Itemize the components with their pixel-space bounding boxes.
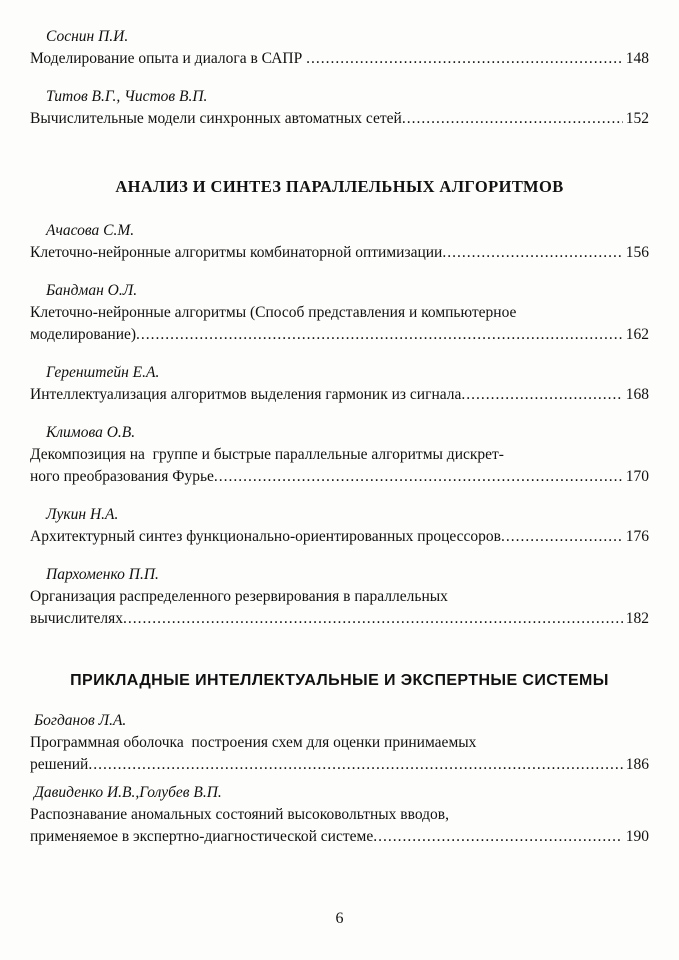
toc-entry <box>30 422 649 488</box>
toc-entry-title-continued: вычислителях <box>30 610 123 627</box>
toc-entry-author: Ачасова С.М. <box>46 222 135 239</box>
toc-entry-title-continued: применяемое в экспертно-диагностической системе <box>30 828 374 845</box>
toc-entry-title: Программная оболочка построения схем для оценки принимаемых <box>30 734 477 751</box>
dot-leader <box>214 466 623 488</box>
toc-entry <box>30 86 649 130</box>
dot-leader <box>123 608 623 630</box>
toc-entry-title-line <box>30 48 649 70</box>
toc-entry-author: Климова О.В. <box>46 424 136 441</box>
toc-entry <box>30 220 649 264</box>
toc-entry-page: 168 <box>625 386 649 403</box>
toc-entry-author: Геренштейн Е.А. <box>46 364 160 381</box>
toc-entry-author: Лукин Н.А. <box>46 506 119 523</box>
toc-entry <box>30 504 649 548</box>
toc-entry-title: Клеточно-нейронные алгоритмы комбинаторной оптимизации <box>30 244 443 261</box>
toc-entry-title: Архитектурный синтез функционально-ориентированных процессоров <box>30 528 501 545</box>
toc-entry-page: 148 <box>625 50 649 67</box>
toc-entry-page: 186 <box>625 756 649 773</box>
toc-entry-title: Клеточно-нейронные алгоритмы (Способ представления и компьютерное <box>30 304 517 321</box>
toc-entry-title-line <box>30 108 649 130</box>
toc-entry-author: Пархоменко П.П. <box>46 566 159 583</box>
toc-entry <box>30 280 649 346</box>
toc-entry-page: 162 <box>625 326 649 343</box>
toc-entry-title-line <box>30 466 649 488</box>
toc-entry-author: Богданов Л.А. <box>34 712 127 729</box>
toc-entry-title-continued: решений <box>30 756 89 773</box>
toc-entry-title-line <box>30 526 649 548</box>
folio-page-number: 6 <box>335 910 344 927</box>
toc-entry-title-continued: моделирование) <box>30 326 137 343</box>
toc-entry-title-line <box>30 754 649 776</box>
toc-entry-title: Декомпозиция на группе и быстрые параллельные алгоритмы дискрет- <box>30 446 504 463</box>
toc-entry-title: Организация распределенного резервирования в параллельных <box>30 588 448 605</box>
toc-entry-page: 170 <box>625 468 649 485</box>
dot-leader <box>461 384 622 406</box>
toc-entry-author: Бандман О.Л. <box>46 282 138 299</box>
toc-entry-title-line <box>30 608 649 630</box>
dot-leader <box>402 108 623 130</box>
toc-entry-title: Интеллектуализация алгоритмов выделения гармоник из сигнала <box>30 386 462 403</box>
toc-entry-title: Распознавание аномальных состояний высоковольтных вводов, <box>30 806 449 823</box>
toc-entry-page: 182 <box>625 610 649 627</box>
dot-leader <box>442 242 622 264</box>
toc-entry <box>30 782 649 848</box>
toc-entry-page: 152 <box>625 110 649 127</box>
toc-entry <box>30 362 649 406</box>
toc-entry-page: 190 <box>625 828 649 845</box>
toc-entry-title-line <box>30 324 649 346</box>
toc-entry-author: Давиденко И.В.,Голубев В.П. <box>34 784 222 801</box>
dot-leader <box>136 324 623 346</box>
toc-entry <box>30 26 649 70</box>
toc-entry-title: Вычислительные модели синхронных автоматных сетей <box>30 110 402 127</box>
toc-entry-title-line <box>30 384 649 406</box>
dot-leader <box>501 526 623 548</box>
section-heading: ПРИКЛАДНЫЕ ИНТЕЛЛЕКТУАЛЬНЫЕ И ЭКСПЕРТНЫЕ СИСТЕМЫ <box>70 672 609 689</box>
toc-entry-title: Моделирование опыта и диалога в САПР <box>30 50 307 67</box>
toc-entry-title-continued: ного преобразования Фурье <box>30 468 214 485</box>
toc-entry <box>30 564 649 630</box>
toc-entry-author: Соснин П.И. <box>46 28 129 45</box>
dot-leader <box>306 48 623 70</box>
toc-entry-page: 176 <box>625 528 649 545</box>
toc-entry <box>30 710 649 776</box>
dot-leader <box>88 754 622 776</box>
dot-leader <box>373 826 623 848</box>
toc-entry-title-line <box>30 242 649 264</box>
toc-entry-page: 156 <box>625 244 649 261</box>
section-heading: АНАЛИЗ И СИНТЕЗ ПАРАЛЛЕЛЬНЫХ АЛГОРИТМОВ <box>115 177 564 196</box>
toc-entry-title-line <box>30 826 649 848</box>
toc-entry-author: Титов В.Г., Чистов В.П. <box>46 88 208 105</box>
